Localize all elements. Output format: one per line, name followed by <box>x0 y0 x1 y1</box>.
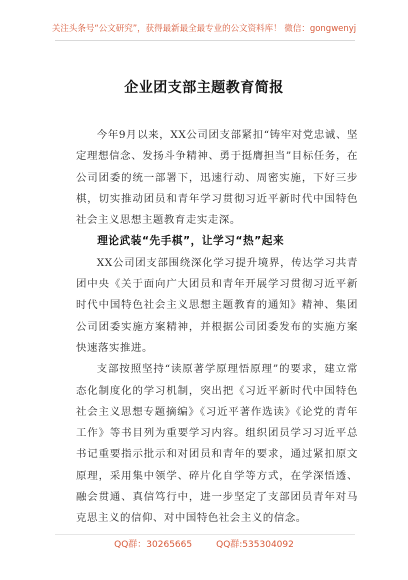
footer-qq-group-2: QQ群:535304092 <box>216 540 294 550</box>
body-paragraph-2: 支部按照坚持“读原著学原理悟原理”的要求，建立常态化制度化的学习机制，突出把《习近平新时代中国特色社会主义思想专题摘编》《习近平著作选读》《论党的青年工作》等书目列为重要学习内容。组织团员学习习近平总书记重要指示批示和对团员和青年的要求，通过紧扣原文原理，采用集中领学、碎片化自学等方式，在学深悟透、融会贯通、真信笃行中，进一步坚定了支部团员青年对马克思主义的信仰、对中国特色社会主义的信念。 <box>76 363 358 525</box>
body-paragraph-1: XX公司团支部围绕深化学习提升境界，传达学习共青团中央《关于面向广大团员和青年开展学习贯彻习近平新时代中国特色社会主义思想主题教育的通知》精神、集团公司团委实施方案精神，并根据公司团委发布的实施方案快速落实推进。 <box>76 256 358 354</box>
page-header: 关注头条号“公文研究”，获得最新最全最专业的公文资料库！ 微信：gongwenyj <box>51 24 357 34</box>
footer-qq-group-1: QQ群：30265665 <box>114 540 193 550</box>
document-title: 企业团支部主题教育简报 <box>124 80 284 96</box>
header-divider <box>55 40 355 41</box>
page-footer <box>0 539 408 551</box>
intro-paragraph: 今年9月以来，XX公司团支部紧扣“铸牢对党忠诚、坚定理想信念、发扬斗争精神、勇于挺膺担当”目标任务，在公司团委的统一部署下，迅速行动、周密实施，下好三步棋，切实推动团员和青年学习贯彻习近平新时代中国特色社会主义思想主题教育走实走深。 <box>76 129 358 227</box>
document-body <box>76 125 358 530</box>
footer-divider <box>55 534 355 535</box>
section-heading: 理论武装“先手棋”，让学习“热”起来 <box>97 235 285 248</box>
